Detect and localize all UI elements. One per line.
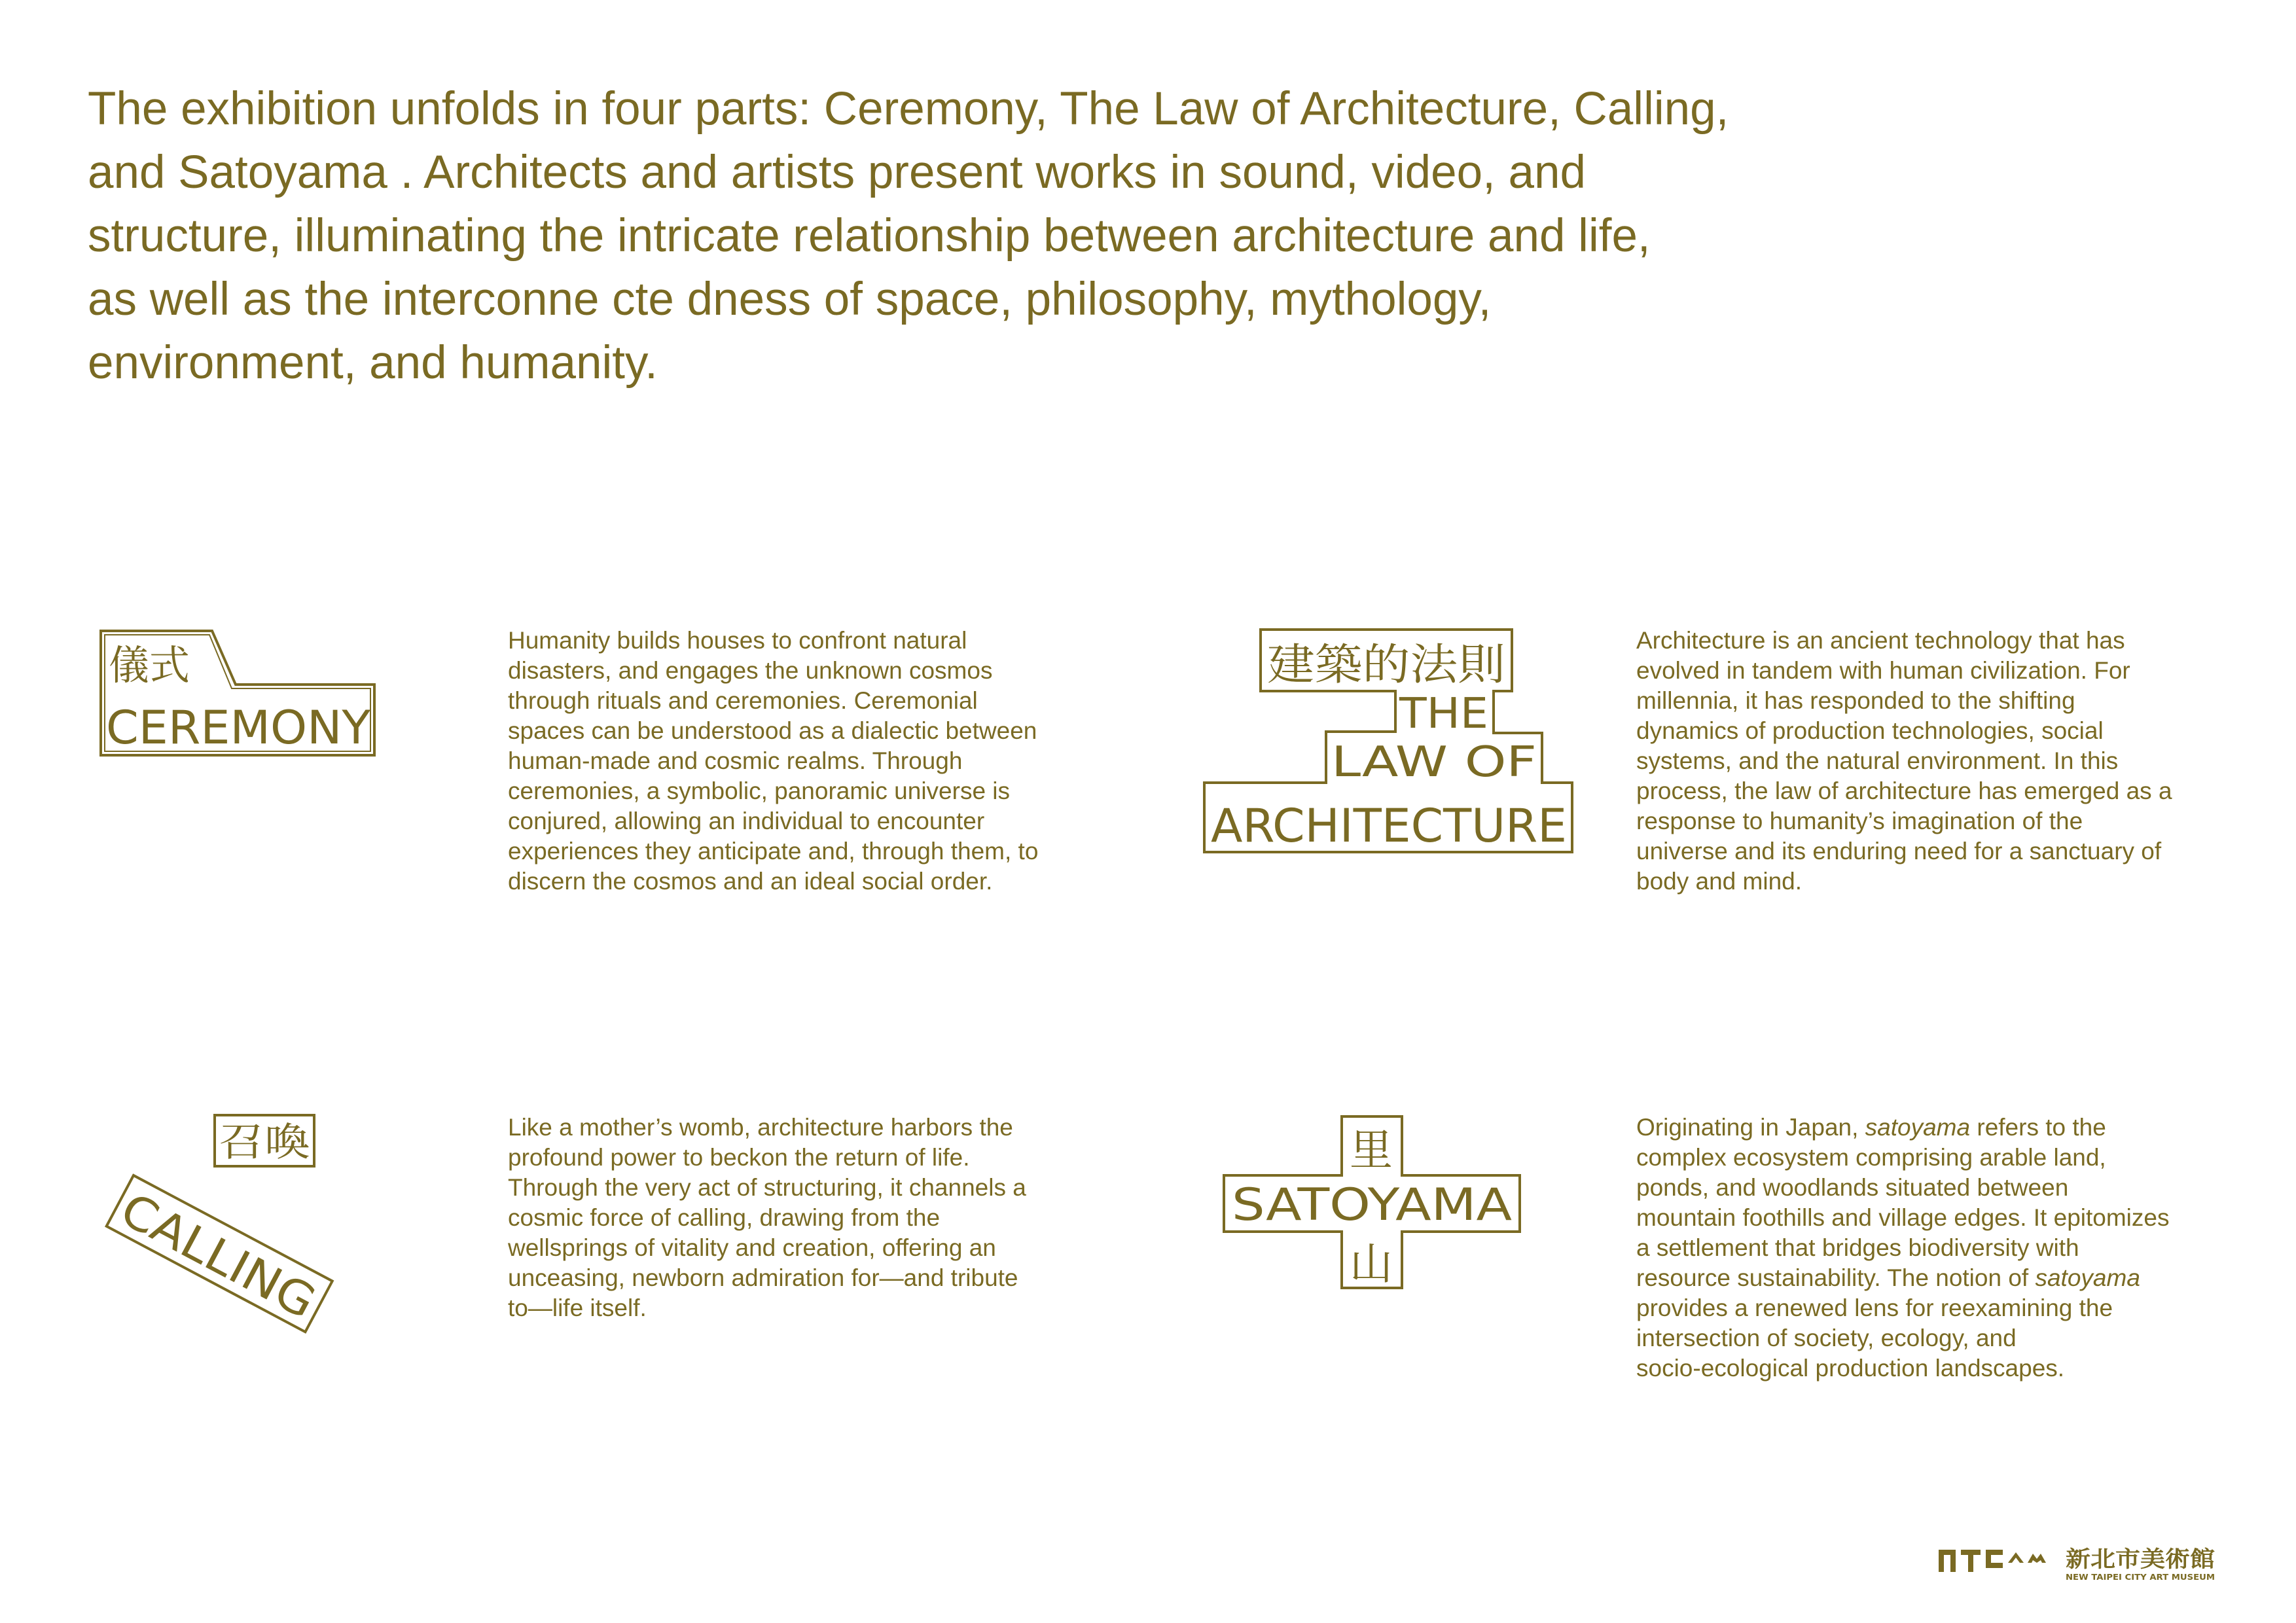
- calling-line: unceasing, newborn admiration for—and tribute: [508, 1264, 1018, 1291]
- calling-line: profound power to beckon the return of life.: [508, 1144, 970, 1171]
- ntcam-mark-icon: [1939, 1550, 2046, 1572]
- satoyama-line: intersection of society, ecology, and: [1636, 1325, 2017, 1351]
- calling-description: [508, 1113, 1097, 1323]
- satoyama-line: complex ecosystem comprising arable land,: [1636, 1144, 2106, 1171]
- intro-line: as well as the interconne cte dness of space, philosophy, mythology,: [88, 274, 1492, 325]
- ceremony-line: ceremonies, a symbolic, panoramic universe is: [508, 777, 1011, 804]
- satoyama-line: socio-ecological production landscapes.: [1636, 1355, 2065, 1382]
- satoyama-description: [1636, 1113, 2225, 1383]
- satoyama-line: ponds, and woodlands situated between: [1636, 1174, 2069, 1201]
- law-logo-en-architecture: ARCHITECTURE: [1211, 799, 1567, 853]
- ceremony-line: conjured, allowing an individual to encounter: [508, 808, 985, 834]
- ceremony-logo: [97, 627, 385, 758]
- calling-line: cosmic force of calling, drawing from the: [508, 1204, 941, 1231]
- calling-line: Like a mother’s womb, architecture harbors the: [508, 1114, 1013, 1141]
- satoyama-line: provides a renewed lens for reexamining the: [1636, 1294, 2113, 1321]
- satoyama-logo-zh-top: 里: [1350, 1125, 1393, 1175]
- ceremony-line: disasters, and engages the unknown cosmos: [508, 657, 993, 684]
- intro-line: and Satoyama . Architects and artists present works in sound, video, and: [88, 147, 1587, 198]
- ceremony-line: Humanity builds houses to confront natural: [508, 627, 967, 654]
- law-line: dynamics of production technologies, social: [1636, 717, 2104, 744]
- intro-line: structure, illuminating the intricate relationship between architecture and life,: [88, 210, 1651, 262]
- satoyama-line: a settlement that bridges biodiversity with: [1636, 1234, 2079, 1261]
- ceremony-logo-zh: 儀式: [109, 641, 190, 689]
- satoyama-line: resource sustainability. The notion of satoyama: [1636, 1264, 2140, 1291]
- calling-line: wellsprings of vitality and creation, offering an: [508, 1234, 996, 1261]
- calling-line: to—life itself.: [508, 1294, 647, 1321]
- satoyama-emphasis: satoyama: [1865, 1114, 1971, 1141]
- calling-logo-en: CALLING: [112, 1182, 312, 1323]
- ceremony-logo-en: CEREMONY: [106, 701, 371, 755]
- ceremony-line: discern the cosmos and an ideal social order.: [508, 868, 993, 895]
- ceremony-line: through rituals and ceremonies. Ceremonial: [508, 687, 978, 714]
- law-line: response to humanity’s imagination of the: [1636, 808, 2083, 834]
- law-line: body and mind.: [1636, 868, 1803, 895]
- law-logo-zh: 建築的法則: [1267, 639, 1505, 690]
- ceremony-line: spaces can be understood as a dialectic between: [508, 717, 1037, 744]
- ceremony-line: human-made and cosmic realms. Through: [508, 747, 963, 774]
- law-line: Architecture is an ancient technology that has: [1636, 627, 2125, 654]
- satoyama-logo-zh-bottom: 山: [1350, 1239, 1393, 1289]
- law-line: evolved in tandem with human civilization. For: [1636, 657, 2130, 684]
- satoyama-logo: [1221, 1114, 1522, 1291]
- law-description: [1636, 626, 2225, 897]
- law-logo-en-law-of: LAW OF: [1331, 738, 1537, 787]
- museum-logo: [1937, 1543, 2219, 1584]
- intro-line: environment, and humanity.: [88, 337, 658, 389]
- calling-line: Through the very act of structuring, it channels a: [508, 1174, 1026, 1201]
- intro-paragraph: [88, 77, 2051, 395]
- satoyama-line: mountain foothills and village edges. It epitomizes: [1636, 1204, 2170, 1231]
- law-line: universe and its enduring need for a sanctuary of: [1636, 838, 2162, 865]
- museum-name-zh: 新北市美術館: [2066, 1546, 2215, 1573]
- law-line: systems, and the natural environment. In this: [1636, 747, 2119, 774]
- satoyama-line: Originating in Japan, satoyama refers to the: [1636, 1114, 2106, 1141]
- law-logo-en-the: THE: [1398, 690, 1488, 738]
- calling-logo-zh: 召喚: [219, 1120, 310, 1166]
- law-line: millennia, it has responded to the shifting: [1636, 687, 2075, 714]
- ceremony-line: experiences they anticipate and, through them, to: [508, 838, 1039, 865]
- law-of-architecture-logo: [1202, 627, 1575, 856]
- satoyama-emphasis: satoyama: [2035, 1264, 2140, 1291]
- museum-name-en: NEW TAIPEI CITY ART MUSEUM: [2066, 1573, 2215, 1582]
- intro-line: The exhibition unfolds in four parts: Ceremony, The Law of Architecture, Calling,: [88, 83, 1729, 135]
- calling-logo: [112, 1113, 364, 1323]
- satoyama-logo-en: SATOYAMA: [1232, 1179, 1512, 1231]
- ceremony-description: [508, 626, 1097, 897]
- law-line: process, the law of architecture has emerged as a: [1636, 777, 2172, 804]
- museum-logo-graphic: [1937, 1543, 2219, 1584]
